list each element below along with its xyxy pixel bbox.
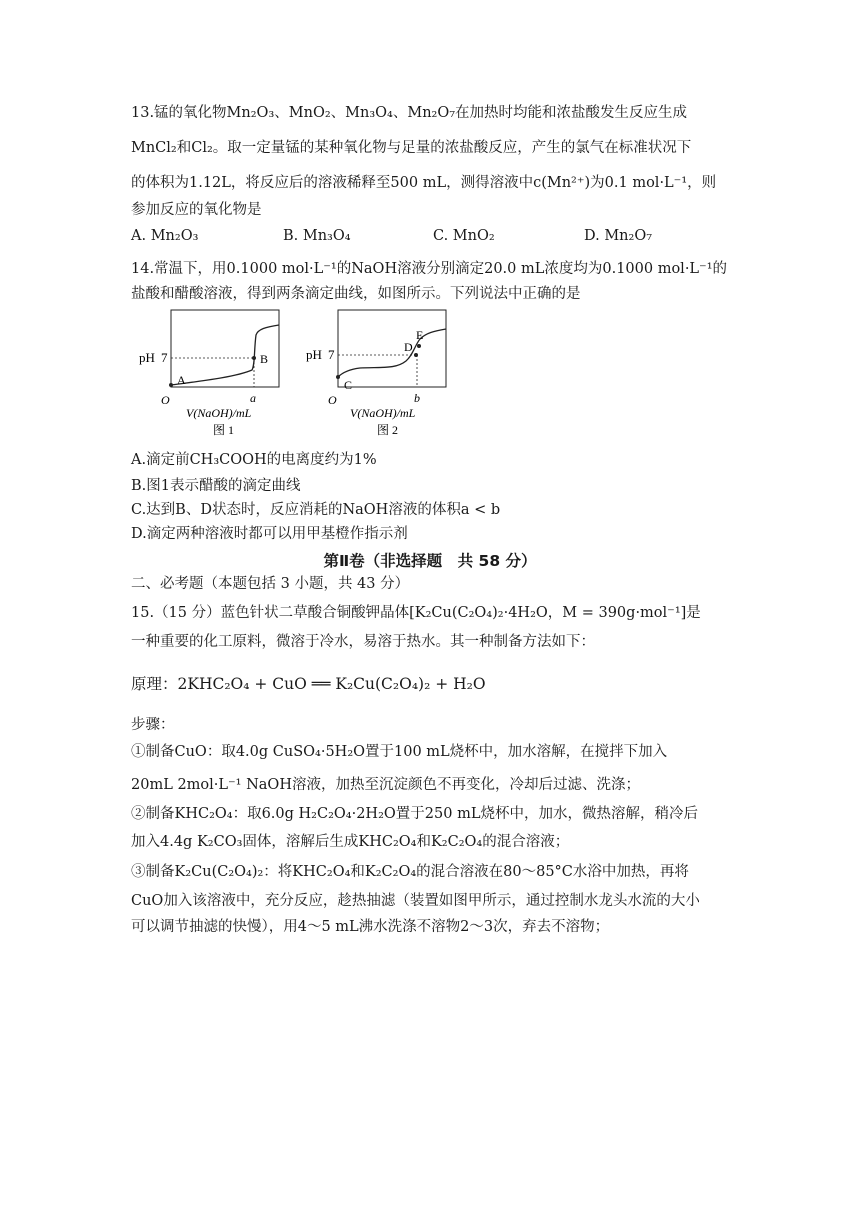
q13-line-4: 参加反应的氧化物是 [131,202,262,218]
fig2-ylabel: pH [306,347,322,362]
q15-principle: 原理：2KHC₂O₄ + CuO ══ K₂Cu(C₂O₄)₂ + H₂O [131,675,486,693]
q15-step2-line-1: ②制备KHC₂O₄：取6.0g H₂C₂O₄·2H₂O置于250 mL烧杯中，加水，微热溶解，稍冷后 [131,806,698,822]
q15-step3-line-3: 可以调节抽滤的快慢），用4～5 mL沸水洗涤不溶物2～3次，弃去不溶物； [131,919,610,935]
fig2-seven: 7 [328,347,335,362]
fig1-point-b: B [260,352,269,366]
q15-step2-line-2: 加入4.4g K₂CO₃固体，溶解后生成KHC₂O₄和K₂C₂O₄的混合溶液； [131,834,570,850]
q15-line-2: 一种重要的化工原料，微溶于冷水，易溶于热水。其一种制备方法如下： [131,634,595,650]
q13-option-c: C. MnO₂ [433,228,495,244]
fig2-point-d: D [404,340,413,354]
fig1-tick-a: a [250,391,256,405]
fig2-xlabel: V(NaOH)/mL [350,406,416,420]
section-subtitle: 二、必考题（本题包括 3 小题，共 43 分） [131,576,410,592]
q14-option-b: B.图1表示醋酸的滴定曲线 [131,478,301,494]
q13-line-2: MnCl₂和Cl₂。取一定量锰的某种氧化物与足量的浓盐酸反应，产生的氯气在标准状况下 [131,140,692,156]
q15-line-1: 15.（15 分）蓝色针状二草酸合铜酸钾晶体[K₂Cu(C₂O₄)₂·4H₂O，M = 390g·mol⁻¹]是 [131,605,701,621]
q15-step3-line-1: ③制备K₂Cu(C₂O₄)₂：将KHC₂O₄和K₂C₂O₄的混合溶液在80～85°C水浴中加热，再将 [131,864,689,880]
q15-step3-line-2: CuO加入该溶液中，充分反应，趁热抽滤（装置如图甲所示，通过控制水龙头水流的大小 [131,893,700,909]
q14-option-a: A.滴定前CH₃COOH的电离度约为1% [131,452,377,468]
q14-option-d: D.滴定两种溶液时都可以用甲基橙作指示剂 [131,526,408,542]
fig2-tick-b: b [414,391,420,405]
fig1-origin: O [161,393,170,407]
fig2-caption: 图 2 [377,423,399,437]
fig1-ylabel: pH [139,350,155,365]
fig2-origin: O [328,393,337,407]
section-title: 第Ⅱ卷（非选择题 共 58 分） [323,552,537,570]
q15-step1-line-1: ①制备CuO：取4.0g CuSO₄·5H₂O置于100 mL烧杯中，加水溶解，在搅拌下加入 [131,744,668,760]
q15-steps-label: 步骤： [131,717,175,733]
q14-line-2: 盐酸和醋酸溶液，得到两条滴定曲线，如图所示。下列说法中正确的是 [131,286,581,302]
q15-step1-line-2: 20mL 2mol·L⁻¹ NaOH溶液，加热至沉淀颜色不再变化，冷却后过滤、洗涤； [131,777,640,793]
titration-figure-1 [131,305,291,445]
fig1-seven: 7 [161,350,168,365]
fig1-point-a: A [177,373,186,387]
q14-option-c: C.达到B、D状态时，反应消耗的NaOH溶液的体积a < b [131,502,501,518]
q13-line-1: 13.锰的氧化物Mn₂O₃、MnO₂、Mn₃O₄、Mn₂O₇在加热时均能和浓盐酸发生反应生成 [131,105,688,121]
fig2-point-e: E [416,328,424,342]
fig1-xlabel: V(NaOH)/mL [186,406,252,420]
q13-line-3: 的体积为1.12L，将反应后的溶液稀释至500 mL，测得溶液中c(Mn²⁺)为0.1 mol·L⁻¹，则 [131,175,717,191]
q13-option-d: D. Mn₂O₇ [584,228,653,244]
fig2-point-c: C [344,378,353,392]
titration-figure-2 [298,305,458,445]
q13-option-b: B. Mn₃O₄ [283,228,351,244]
q13-option-a: A. Mn₂O₃ [131,228,199,244]
fig1-caption: 图 1 [213,423,235,437]
q14-line-1: 14.常温下，用0.1000 mol·L⁻¹的NaOH溶液分别滴定20.0 mL浓度均为0.1000 mol·L⁻¹的 [131,261,728,277]
